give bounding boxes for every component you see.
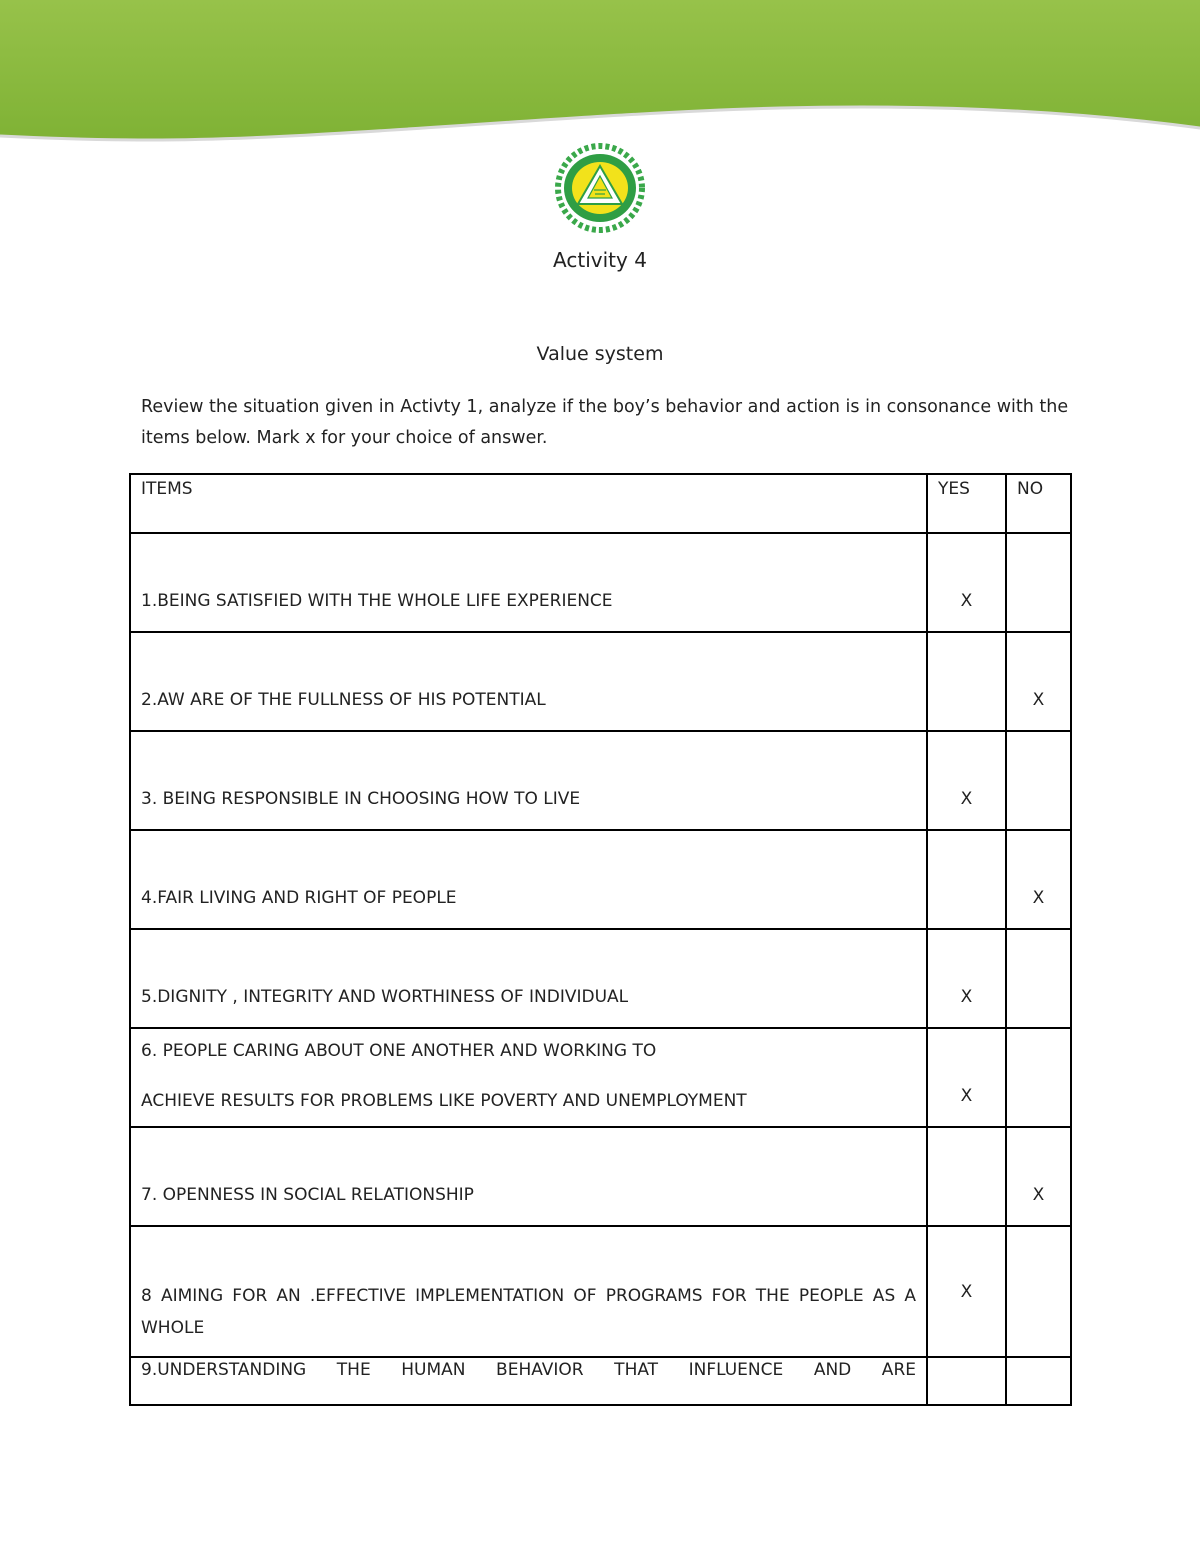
no-mark[interactable]: [1006, 1357, 1071, 1405]
item-text: 1.BEING SATISFIED WITH THE WHOLE LIFE EXPERIENCE: [130, 533, 927, 632]
item-text-line-1: 6. PEOPLE CARING ABOUT ONE ANOTHER AND WORKING TO: [141, 1041, 657, 1061]
no-mark[interactable]: X: [1006, 632, 1071, 731]
header-no: NO: [1006, 474, 1071, 533]
yes-mark[interactable]: [927, 632, 1006, 731]
no-mark[interactable]: X: [1006, 1127, 1071, 1226]
item-text: 8 AIMING FOR AN .EFFECTIVE IMPLEMENTATION OF PROGRAMS FOR THE PEOPLE AS A WHOLE: [130, 1226, 927, 1357]
item-text: 5.DIGNITY , INTEGRITY AND WORTHINESS OF INDIVIDUAL: [130, 929, 927, 1028]
table-row: [130, 731, 1071, 830]
item-text: 9.UNDERSTANDING THE HUMAN BEHAVIOR THAT INFLUENCE AND ARE: [130, 1357, 927, 1405]
table-row: [130, 632, 1071, 731]
table-row: [130, 1357, 1071, 1405]
yes-mark[interactable]: [927, 830, 1006, 929]
item-text: 2.AW ARE OF THE FULLNESS OF HIS POTENTIAL: [130, 632, 927, 731]
activity-title: Activity 4: [553, 248, 647, 272]
no-mark[interactable]: [1006, 533, 1071, 632]
item-text: [130, 1028, 927, 1127]
table-row: [130, 1028, 1071, 1127]
no-mark[interactable]: X: [1006, 830, 1071, 929]
table-row: [130, 929, 1071, 1028]
no-mark[interactable]: [1006, 929, 1071, 1028]
yes-mark[interactable]: X: [927, 1028, 1006, 1127]
item-text-line-2: ACHIEVE RESULTS FOR PROBLEMS LIKE POVERTY AND UNEMPLOYMENT: [141, 1091, 747, 1111]
table-row: [130, 1127, 1071, 1226]
table-row: [130, 830, 1071, 929]
header-yes: YES: [927, 474, 1006, 533]
college-seal-icon: [540, 143, 660, 233]
table-row: [130, 1226, 1071, 1357]
yes-mark[interactable]: X: [927, 533, 1006, 632]
value-system-table: [129, 473, 1072, 1406]
table-header-row: [130, 474, 1071, 533]
header-items: ITEMS: [130, 474, 927, 533]
item-text: 7. OPENNESS IN SOCIAL RELATIONSHIP: [130, 1127, 927, 1226]
yes-mark[interactable]: [927, 1127, 1006, 1226]
item-text: 4.FAIR LIVING AND RIGHT OF PEOPLE: [130, 830, 927, 929]
table-row: [130, 533, 1071, 632]
no-mark[interactable]: [1006, 731, 1071, 830]
header-banner: [0, 0, 1200, 160]
no-mark[interactable]: [1006, 1226, 1071, 1357]
yes-mark[interactable]: [927, 1357, 1006, 1405]
yes-mark[interactable]: X: [927, 731, 1006, 830]
instructions-paragraph: Review the situation given in Activty 1, analyze if the boy’s behavior and action is in consonance with the items below. Mark x for your choice of answer.: [141, 397, 1069, 448]
yes-mark[interactable]: X: [927, 929, 1006, 1028]
item-text: 3. BEING RESPONSIBLE IN CHOOSING HOW TO LIVE: [130, 731, 927, 830]
yes-mark[interactable]: X: [927, 1226, 1006, 1357]
no-mark[interactable]: [1006, 1028, 1071, 1127]
section-title: Value system: [536, 343, 664, 365]
